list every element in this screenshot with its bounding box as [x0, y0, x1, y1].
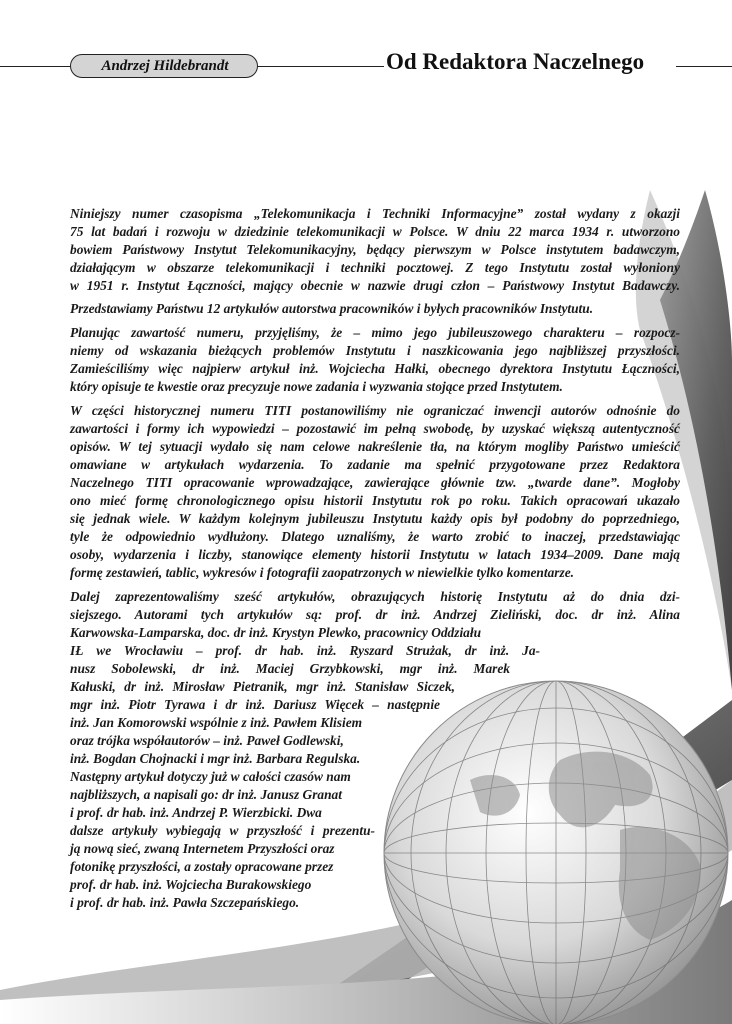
- article-line: Przedstawiamy Państwu 12 artykułów autorstwa pracowników i byłych pracowników Instytutu.: [70, 301, 594, 316]
- article-line: i prof. dr hab. inż. Pawła Szczepańskiego.: [70, 895, 300, 910]
- author-badge: [70, 54, 258, 78]
- article-line: inż. Bogdan Chojnacki i mgr inż. Barbara Regulska.: [70, 751, 361, 766]
- section-title: Od Redaktora Naczelnego: [386, 49, 645, 74]
- article-line: który opisuje te kwestie oraz precyzuje nowe zadania i wyzwania stojące przed Instytutem.: [70, 379, 563, 394]
- article-line: 75 lat badań i rozwoju w dziedzinie telekomunikacji w Polsce. W dniu 22 marca 1934 r. utworzono: [70, 224, 680, 239]
- article-line: bowiem Państwowy Instytut Telekomunikacyjny, będący pierwszym w Polsce instytutem badawczym,: [70, 242, 680, 257]
- article-line: w 1951 r. Instytut Łączności, mający obecnie w nazwie drugi człon – Państwowy Instytut Badawczy.: [70, 278, 680, 293]
- header-rule-middle: [256, 66, 384, 67]
- article-line: Planując zawartość numeru, przyjęliśmy, że – mimo jego jubileuszowego charakteru – rozpocz-: [70, 325, 680, 340]
- article-line: omawiane w artykułach wydarzenia. To zadanie ma spełnić przygotowane przez Redaktora: [70, 457, 680, 472]
- article-line: działającym w obszarze telekomunikacji i techniki pocztowej. Z tego Instytutu został wyłoniony: [70, 260, 680, 275]
- article-line: Zamieściliśmy więc najpierw artykuł inż. Wojciecha Hałki, obecnego dyrektora Instytutu Łączności,: [70, 361, 680, 376]
- article-line: się jednak wiele. W każdym kolejnym jubileuszu Instytutu każdy opis był podobny do poprzedniego,: [70, 511, 680, 526]
- article-line: i prof. dr hab. inż. Andrzej P. Wierzbicki. Dwa: [70, 805, 322, 820]
- article-line: Niniejszy numer czasopisma „Telekomunikacja i Techniki Informacyjne” został wydany z okazji: [70, 206, 680, 221]
- article-line: prof. dr hab. inż. Wojciecha Burakowskiego: [70, 877, 312, 892]
- author-name: Andrzej Hildebrandt: [101, 58, 229, 74]
- header-rule-left: [0, 66, 72, 67]
- header-rule-right: [676, 66, 732, 67]
- article-line: oraz trójka współautorów – inż. Paweł Godlewski,: [70, 733, 344, 748]
- article-line: ją nową sieć, zwaną Internetem Przyszłości oraz: [70, 841, 335, 856]
- article-line: formę zestawień, tablic, wykresów i fotografii zaopatrzonych w niewielkie tylko komentarze.: [70, 565, 574, 580]
- article-line: tyle że odpowiednio wydłużony. Dlatego uznaliśmy, że warto zrobić to inaczej, przedstawiając: [70, 529, 680, 544]
- article-line: Kałuski, dr inż. Mirosław Pietranik, mgr inż. Stanisław Siczek,: [70, 679, 455, 694]
- article-line: siejszego. Autorami tych artykułów są: prof. dr inż. Andrzej Zieliński, doc. dr inż. Alina: [70, 607, 680, 622]
- article-line: dalsze artykuły wybiegają w przyszłość i prezentu-: [70, 823, 375, 838]
- article-line: Dalej zaprezentowaliśmy sześć artykułów, obrazujących historię Instytutu aż do dnia dzi-: [70, 589, 680, 604]
- globe-icon: [384, 681, 728, 1024]
- article-line: inż. Jan Komorowski wspólnie z inż. Pawłem Klisiem: [70, 715, 363, 730]
- article-line: ono mieć formę chronologicznego opisu historii Instytutu rok po roku. Takich opracowań ukazało: [70, 493, 680, 508]
- article-line: zawartości i formy ich wypowiedzi – pozostawić im pełną swobodę, by uzyskać większą autentyczność: [70, 421, 680, 436]
- article-line: osoby, wydarzenia i liczby, stanowiące elementy historii Instytutu w latach 1934–2009. Dane mają: [70, 547, 680, 562]
- article-line: Następny artykuł dotyczy już w całości czasów nam: [70, 769, 351, 784]
- article-line: W części historycznej numeru TITI postanowiliśmy nie ograniczać inwencji autorów odnośnie do: [70, 403, 680, 418]
- article-line: niemy od wskazania bieżących problemów Instytutu i naszkicowania jego najbliższej przyszłości.: [70, 343, 680, 358]
- article-line: IŁ we Wrocławiu – prof. dr hab. inż. Ryszard Strużak, dr inż. Ja-: [70, 643, 540, 658]
- article-line: nusz Sobolewski, dr inż. Maciej Grzybkowski, mgr inż. Marek: [70, 661, 510, 676]
- article-line: opisów. W tej sytuacji wydało się nam celowe nakreślenie tła, na którym mogliby Państwo umieścić: [70, 439, 680, 454]
- article-line: fotonikę przyszłości, a zostały opracowane przez: [70, 859, 334, 874]
- article-line: Naczelnego TITI opracowanie wprowadzające, zawierające głównie tzw. „twarde dane”. Mogłoby: [70, 475, 680, 490]
- article-line: najbliższych, a napisali go: dr inż. Janusz Granat: [70, 787, 342, 802]
- article-line: mgr inż. Piotr Tyrawa i dr inż. Dariusz Więcek – następnie: [70, 697, 440, 712]
- article-line: Karwowska-Lamparska, doc. dr inż. Krystyn Plewko, pracownicy Oddziału: [70, 625, 482, 640]
